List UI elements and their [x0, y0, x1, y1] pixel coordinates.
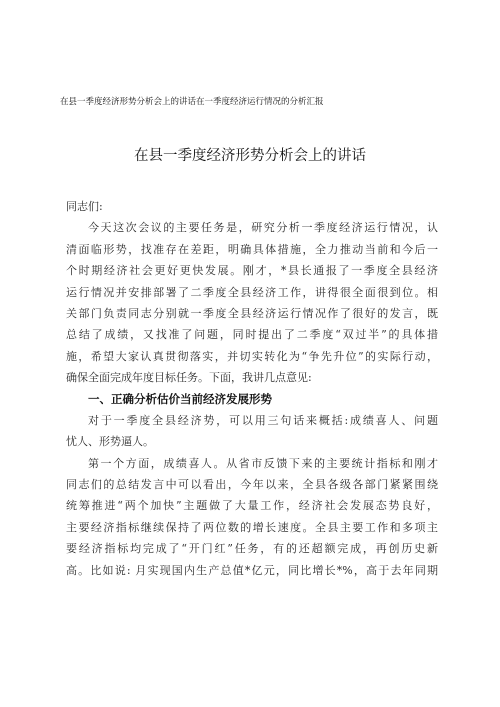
- text-line: 同志们的总结发言中可以看出，今年以来，全县各级各部门紧紧围绕: [66, 478, 438, 492]
- salutation: 同志们:: [66, 200, 103, 213]
- text-line: 施，希望大家认真贯彻落实，并切实转化为“争先升位”的实际行动，: [66, 349, 438, 363]
- text-line: 清面临形势，找准存在差距，明确具体措施，全力推动当前和今后一: [66, 242, 438, 256]
- text-line: 要经济指标均完成了“开门红”任务，有的还超额完成，再创历史新: [66, 542, 438, 556]
- text-line: 今天这次会议的主要任务是，研究分析一季度经济运行情况，认: [88, 221, 438, 235]
- text-line: 忧人、形势逼人。: [66, 435, 154, 449]
- text-line: 统筹推进“两个加快”主题做了大量工作，经济社会发展态势良好，: [66, 499, 438, 513]
- text-line: 关部门负责同志分别就一季度全县经济运行情况作了很好的发言，既: [66, 306, 438, 320]
- document-body: [66, 196, 438, 581]
- text-line: 高。比如说: 月实现国内生产总值*亿元，同比增长*%，高于去年同期: [66, 563, 438, 577]
- text-line: 第一个方面，成绩喜人。从省市反馈下来的主要统计指标和刚才: [88, 456, 438, 470]
- text-line: 运行情况并安排部署了二季度全县经济工作，讲得很全面很到位。相: [66, 285, 438, 299]
- text-line: 确保全面完成年度目标任务。下面，我讲几点意见:: [66, 371, 312, 385]
- running-header: 在县一季度经济形势分析会上的讲话在一季度经济运行情况的分析汇报: [60, 97, 324, 107]
- document-title: 在县一季度经济形势分析会上的讲话: [134, 148, 366, 164]
- paragraph-achievements: [66, 453, 438, 581]
- paragraph-intro: [66, 217, 438, 388]
- text-line: 主要经济指标继续保持了两位数的增长速度。全县主要工作和多项主: [66, 520, 438, 534]
- text-line: 总结了成绩，又找准了问题，同时提出了二季度“双过半”的具体措: [66, 328, 438, 342]
- text-line: 对于一季度全县经济势，可以用三句话来概括:成绩喜人、问题: [88, 413, 438, 427]
- section-heading: 一、正确分析估价当前经济发展形势: [88, 391, 272, 406]
- paragraph-summary: [66, 410, 438, 453]
- text-line: 个时期经济社会更好更快发展。刚才，*县长通报了一季度全县经济: [66, 264, 438, 278]
